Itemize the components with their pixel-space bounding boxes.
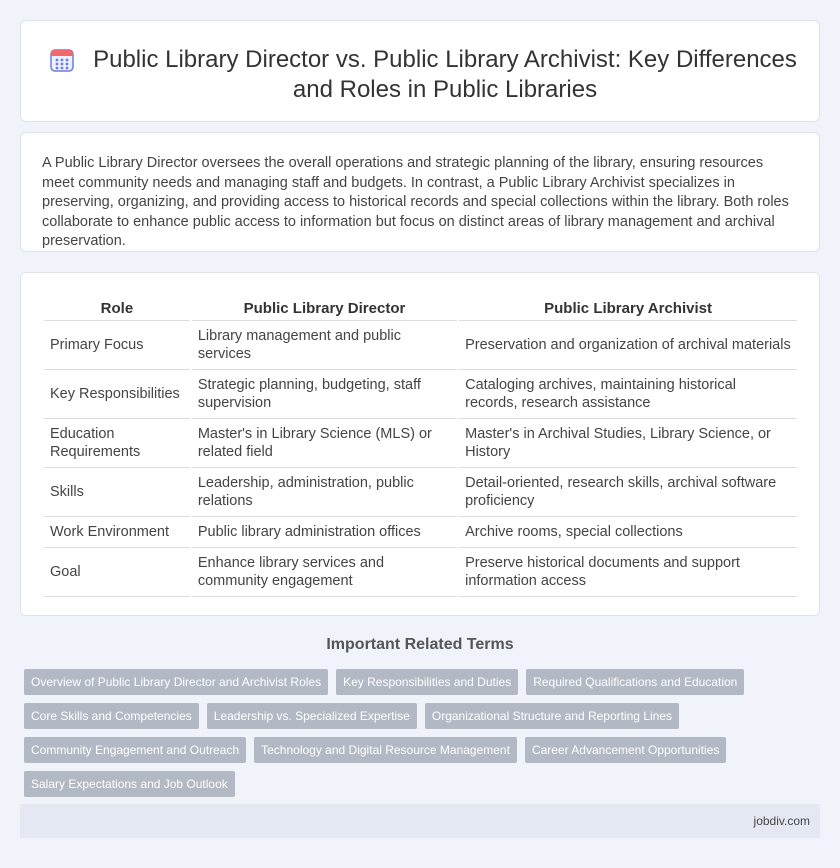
- table-row: [44, 517, 797, 548]
- archivist-cell: Preservation and organization of archival materials: [459, 321, 797, 370]
- director-cell: Leadership, administration, public relations: [192, 468, 457, 517]
- related-term-tag[interactable]: Core Skills and Competencies: [24, 703, 199, 729]
- row-label: Skills: [44, 468, 190, 517]
- related-term-tag[interactable]: Career Advancement Opportunities: [525, 737, 726, 763]
- column-header-role: Role: [44, 297, 190, 321]
- related-terms-heading: Important Related Terms: [326, 636, 514, 653]
- comparison-table: [42, 297, 799, 597]
- director-cell: Strategic planning, budgeting, staff supervision: [192, 370, 457, 419]
- archivist-cell: Cataloging archives, maintaining historical records, research assistance: [459, 370, 797, 419]
- related-term-tag[interactable]: Salary Expectations and Job Outlook: [24, 771, 235, 797]
- archivist-cell: Master's in Archival Studies, Library Science, or History: [459, 419, 797, 468]
- title-card: [20, 20, 820, 122]
- row-label: Goal: [44, 548, 190, 597]
- table-row: [44, 468, 797, 517]
- table-row: [44, 548, 797, 597]
- footer: [20, 804, 820, 838]
- related-term-tag[interactable]: Key Responsibilities and Duties: [336, 669, 518, 695]
- director-cell: Master's in Library Science (MLS) or related field: [192, 419, 457, 468]
- calendar-icon: [49, 47, 75, 73]
- archivist-cell: Detail-oriented, research skills, archival software proficiency: [459, 468, 797, 517]
- table-row: [44, 370, 797, 419]
- page-title: Public Library Director vs. Public Library Archivist: Key Differences and Roles in Public Libraries: [93, 46, 797, 103]
- table-row: [44, 321, 797, 370]
- related-term-tag[interactable]: Leadership vs. Specialized Expertise: [207, 703, 417, 729]
- column-header-archivist: Public Library Archivist: [459, 297, 797, 321]
- column-header-director: Public Library Director: [192, 297, 457, 321]
- table-header-row: [44, 297, 797, 321]
- related-terms-list: [24, 669, 804, 797]
- archivist-cell: Archive rooms, special collections: [459, 517, 797, 548]
- row-label: Education Requirements: [44, 419, 190, 468]
- director-cell: Library management and public services: [192, 321, 457, 370]
- related-term-tag[interactable]: Required Qualifications and Education: [526, 669, 744, 695]
- related-term-tag[interactable]: Overview of Public Library Director and Archivist Roles: [24, 669, 328, 695]
- related-term-tag[interactable]: Technology and Digital Resource Management: [254, 737, 517, 763]
- row-label: Work Environment: [44, 517, 190, 548]
- archivist-cell: Preserve historical documents and support information access: [459, 548, 797, 597]
- related-term-tag[interactable]: Community Engagement and Outreach: [24, 737, 246, 763]
- table-row: [44, 419, 797, 468]
- row-label: Primary Focus: [44, 321, 190, 370]
- director-cell: Public library administration offices: [192, 517, 457, 548]
- intro-paragraph: A Public Library Director oversees the overall operations and strategic planning of the library, ensuring resources meet community needs and managing staff and budgets. In contrast, a Public Library Archivist specializes in preserving, organizing, and providing access to historical records and special collections within the library. Both roles collaborate to enhance public access to information but focus on distinct areas of library management and archival preservation.: [42, 155, 789, 249]
- row-label: Key Responsibilities: [44, 370, 190, 419]
- related-term-tag[interactable]: Organizational Structure and Reporting Lines: [425, 703, 679, 729]
- comparison-table-card: [20, 272, 820, 616]
- director-cell: Enhance library services and community engagement: [192, 548, 457, 597]
- intro-card: [20, 132, 820, 252]
- footer-site-link[interactable]: jobdiv.com: [753, 814, 810, 828]
